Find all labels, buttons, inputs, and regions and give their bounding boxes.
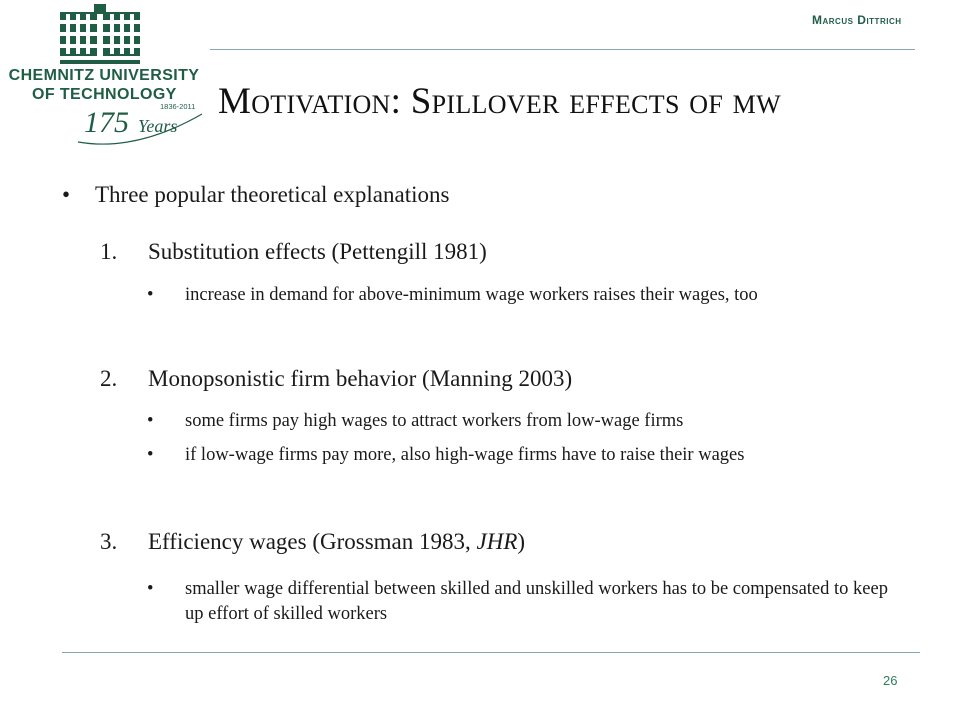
logo-text <box>4 66 204 104</box>
subpoint <box>147 409 905 434</box>
logo-line-2: OF TECHNOLOGY <box>32 86 177 103</box>
explanation-item-3 <box>100 529 526 555</box>
subpoint-text: if low-wage firms pay more, also high-wage firms have to raise their wages <box>185 445 745 465</box>
subpoint <box>147 443 905 468</box>
intro-bullet <box>62 182 450 208</box>
explanation-item-2 <box>100 366 573 392</box>
item-label-prefix: Efficiency wages (Grossman 1983, <box>148 529 477 554</box>
author-name: Marcus Dittrich <box>812 13 902 27</box>
subpoint-text: some firms pay high wages to attract workers from low-wage firms <box>185 411 684 431</box>
item-label: Monopsonistic firm behavior (Manning 2003) <box>148 366 573 391</box>
explanation-item-1 <box>100 239 487 265</box>
page-number: 26 <box>883 673 898 688</box>
subpoint <box>147 283 905 308</box>
university-building-icon <box>60 4 140 68</box>
logo-anniversary-number: 175 <box>84 106 129 139</box>
university-logo <box>4 4 209 152</box>
bullet-dot: • <box>147 285 154 305</box>
logo-anniversary <box>76 102 206 152</box>
item-number: 3. <box>100 529 118 554</box>
subpoint-text: increase in demand for above-minimum wage workers raises their wages, too <box>185 285 758 305</box>
bullet-dot: • <box>147 579 154 599</box>
bullet-dot: • <box>147 411 154 431</box>
logo-swoosh-icon <box>76 102 206 152</box>
subpoint <box>147 577 905 627</box>
item-label-journal: JHR <box>476 529 518 554</box>
bullet-dot: • <box>147 445 154 465</box>
logo-dates: 1836-2011 <box>160 102 196 111</box>
intro-bullet-text: Three popular theoretical explanations <box>95 182 450 207</box>
header-divider <box>210 49 915 50</box>
footer-divider <box>62 652 920 653</box>
item-label: Substitution effects (Pettengill 1981) <box>148 239 487 264</box>
subpoint-text: smaller wage differential between skilled and unskilled workers has to be compensated to keep up effort of skilled workers <box>185 579 888 624</box>
item-label-suffix: ) <box>517 529 526 554</box>
logo-years-word: Years <box>138 116 178 136</box>
bullet-dot: • <box>62 182 71 207</box>
item-number: 1. <box>100 239 118 264</box>
slide-title: Motivation: Spillover effects of mw <box>218 81 781 122</box>
logo-line-1: CHEMNITZ UNIVERSITY <box>8 67 200 84</box>
item-number: 2. <box>100 366 118 391</box>
